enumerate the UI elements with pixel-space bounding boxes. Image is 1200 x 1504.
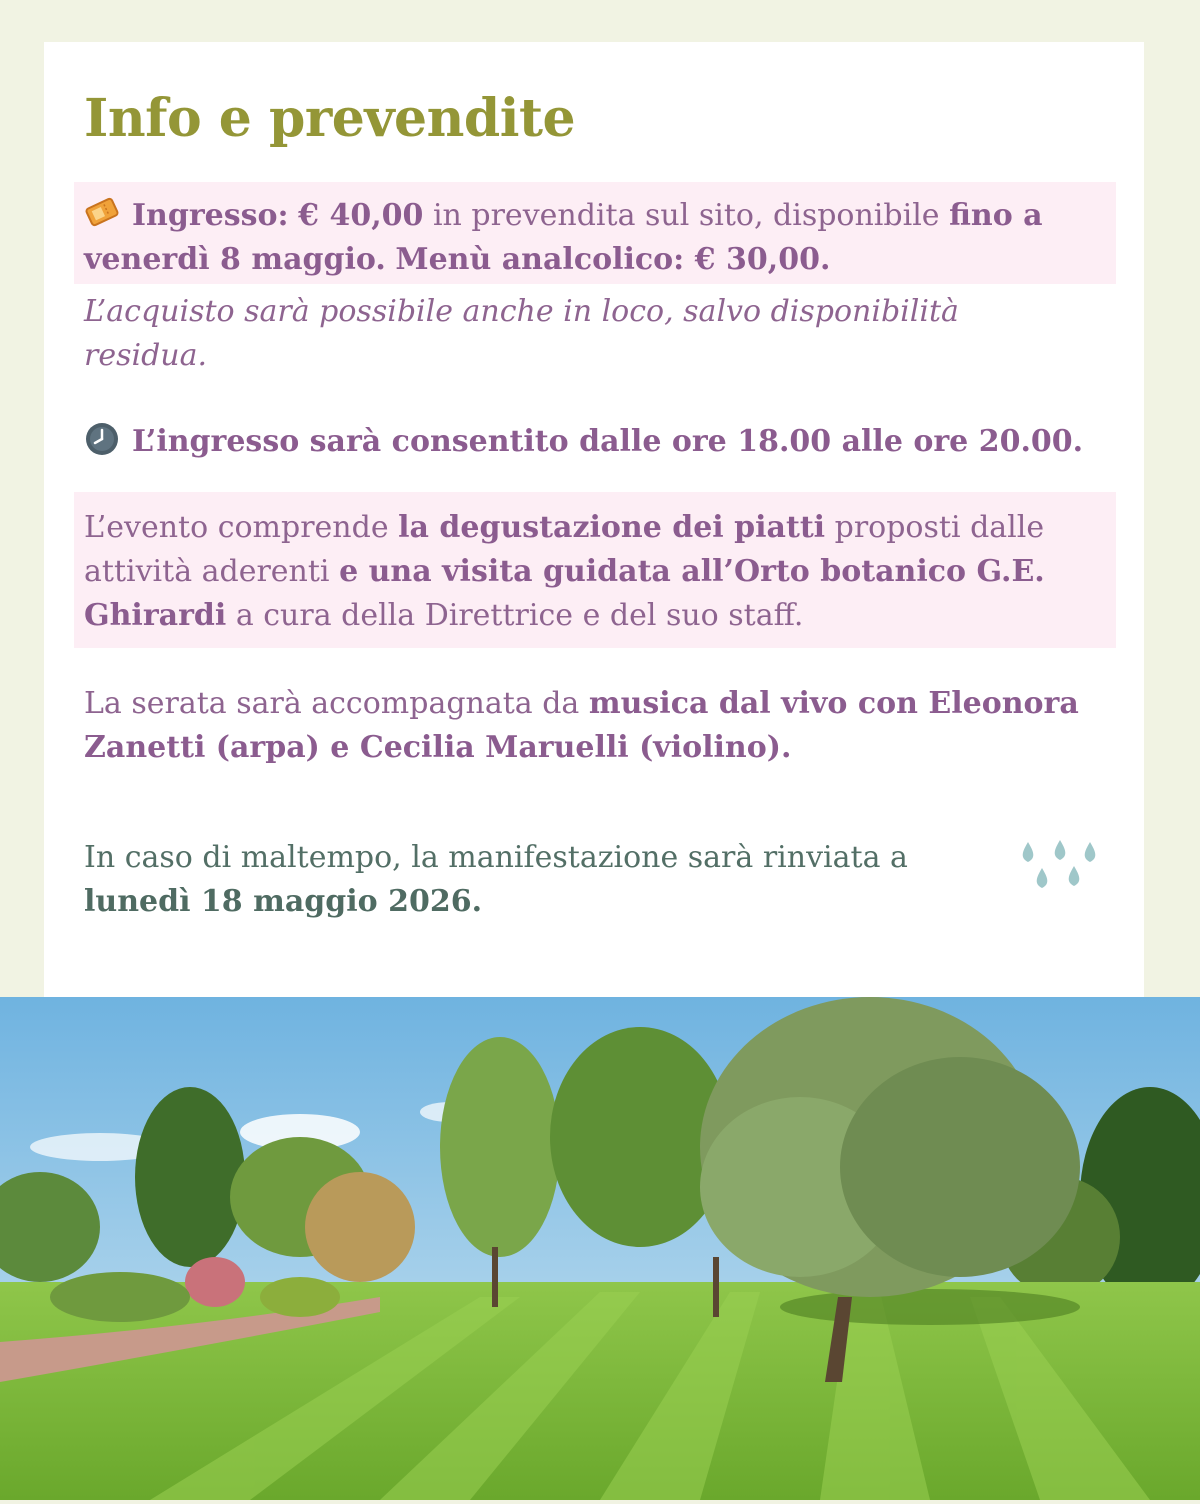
event-intro: L’evento comprende: [84, 510, 389, 545]
clock-icon: [84, 421, 120, 457]
entry-time-text: L’ingresso sarà consentito dalle ore 18.00 alle ore 20.00.: [132, 424, 1084, 459]
ticket-deadline: fino a venerdì 8 maggio.: [84, 198, 1043, 277]
event-description: [84, 506, 1114, 638]
weather-info: [84, 836, 984, 924]
entry-time: [84, 420, 1114, 464]
ticket-info: [84, 194, 1114, 282]
page-title: Info e prevendite: [84, 88, 576, 149]
event-mid: proposti dalle attività aderenti: [84, 510, 1045, 589]
music-intro: La serata sarà accompagnata da: [84, 686, 580, 721]
event-visit: e una visita guidata all’Orto botanico G.E. Ghirardi: [84, 554, 1045, 633]
ticket-text: in prevendita sul sito, disponibile: [432, 198, 940, 233]
ticket-icon: [84, 195, 120, 229]
weather-date: lunedì 18 maggio 2026.: [84, 884, 483, 919]
info-card: [44, 42, 1144, 998]
garden-photo: [0, 997, 1200, 1500]
event-tasting: la degustazione dei piatti: [398, 510, 826, 545]
ticket-price: € 40,00: [298, 198, 424, 233]
weather-text: In caso di maltempo, la manifestazione sarà rinviata a: [84, 840, 908, 875]
onsite-note: L’acquisto sarà possibile anche in loco, salvo disponibilità residua.: [84, 294, 959, 373]
music-performers: musica dal vivo con Eleonora Zanetti (arpa) e Cecilia Maruelli (violino).: [84, 686, 1079, 765]
event-end: a cura della Direttrice e del suo staff.: [235, 598, 804, 633]
ticket-label: Ingresso:: [132, 198, 289, 233]
raindrops-icon: [1016, 838, 1106, 898]
music-info: [84, 682, 1084, 770]
ticket-alt-menu: Menù analcolico: € 30,00.: [395, 242, 831, 277]
